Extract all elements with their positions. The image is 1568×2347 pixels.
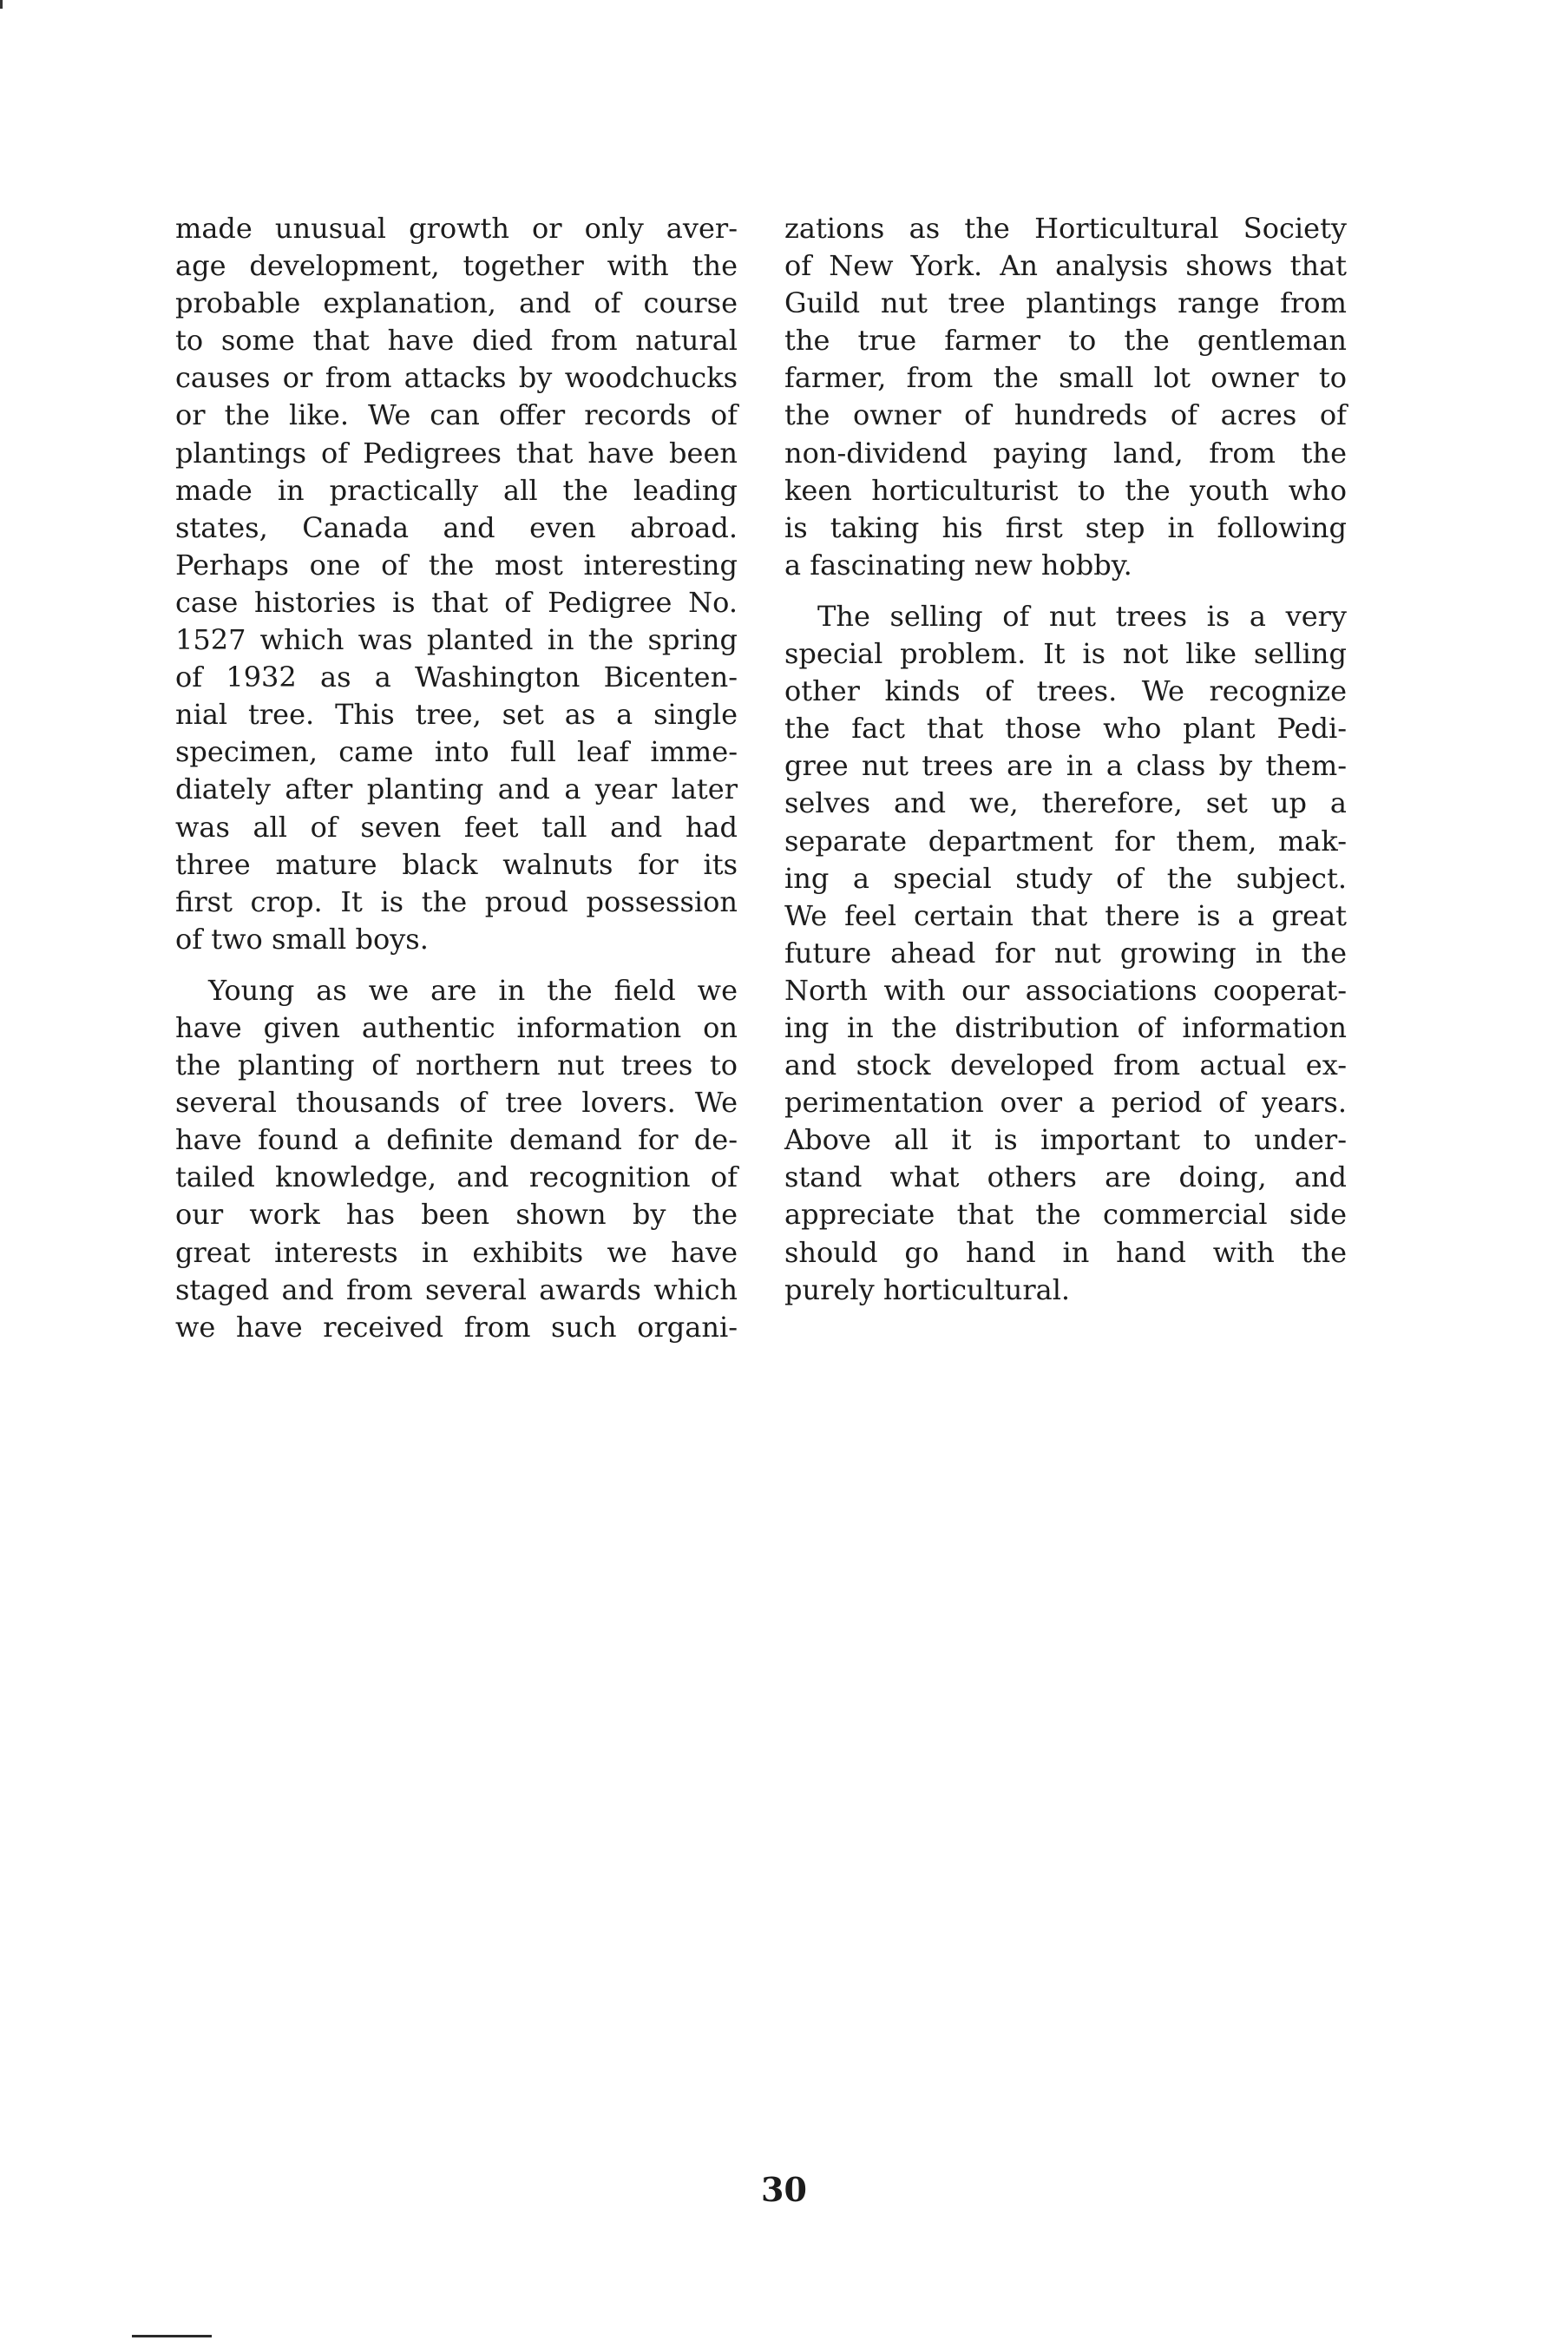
text-line: gree nut trees are in a class by them-	[784, 749, 1347, 783]
text-line: was all of seven feet tall and had	[175, 810, 738, 844]
text-line: Guild nut tree plantings range from	[784, 286, 1347, 320]
text-line: the planting of northern nut trees to	[175, 1049, 738, 1082]
text-line: case histories is that of Pedigree No.	[175, 585, 738, 619]
right-paragraph-2	[784, 598, 1347, 1309]
text-line: have found a definite demand for de-	[175, 1123, 738, 1157]
text-line: our work has been shown by the	[175, 1198, 738, 1232]
scan-corner-mark	[0, 0, 3, 9]
text-line: separate department for them, mak-	[784, 824, 1347, 858]
text-line: probable explanation, and of course	[175, 286, 738, 320]
text-line: three mature black walnuts for its	[175, 847, 738, 881]
scan-edge-mark	[132, 2335, 212, 2337]
text-line: is taking his first step in following	[784, 510, 1347, 544]
text-line: states, Canada and even abroad.	[175, 510, 738, 544]
text-line: The selling of nut trees is a very	[817, 599, 1347, 633]
text-line: of New York. An analysis shows that	[784, 249, 1347, 283]
text-line: zations as the Horticultural Society	[784, 212, 1347, 245]
text-line: should go hand in hand with the	[784, 1235, 1347, 1269]
text-line: special problem. It is not like selling	[784, 637, 1347, 671]
text-line: first crop. It is the proud possession	[175, 884, 738, 918]
text-line: Young as we are in the field we	[208, 973, 738, 1007]
text-line: of two small boys.	[175, 922, 429, 956]
text-line: made in practically all the leading	[175, 473, 738, 507]
text-line: to some that have died from natural	[175, 324, 738, 358]
text-line: of 1932 as a Washington Bicenten-	[175, 661, 738, 694]
text-line: the true farmer to the gentleman	[784, 324, 1347, 358]
text-line: plantings of Pedigrees that have been	[175, 436, 738, 470]
text-line: nial tree. This tree, set as a single	[175, 698, 738, 732]
text-line: staged and from several awards which	[175, 1272, 738, 1306]
left-paragraph-2	[175, 972, 738, 1346]
text-line: a fascinating new hobby.	[784, 548, 1132, 582]
text-line: causes or from attacks by woodchucks	[175, 361, 738, 395]
text-line: perimentation over a period of years.	[784, 1086, 1347, 1120]
text-line: tailed knowledge, and recognition of	[175, 1160, 738, 1194]
left-paragraph-1	[175, 210, 738, 958]
text-line: specimen, came into full leaf imme-	[175, 735, 738, 769]
text-line: Perhaps one of the most interesting	[175, 548, 738, 582]
text-line: We feel certain that there is a great	[784, 898, 1347, 932]
text-line: made unusual growth or only aver-	[175, 212, 738, 245]
text-line: Above all it is important to under-	[784, 1123, 1347, 1157]
paragraph-gap	[784, 584, 1347, 598]
text-line: keen horticulturist to the youth who	[784, 473, 1347, 507]
text-line: the fact that those who plant Pedi-	[784, 712, 1347, 746]
left-column	[175, 210, 738, 1346]
text-line: non-dividend paying land, from the	[784, 436, 1347, 470]
paragraph-gap	[175, 958, 738, 972]
text-line: have given authentic information on	[175, 1010, 738, 1044]
text-line: ing a special study of the subject.	[784, 861, 1347, 895]
text-line: purely horticultural.	[784, 1272, 1071, 1306]
text-line: selves and we, therefore, set up a	[784, 786, 1347, 820]
text-line: appreciate that the commercial side	[784, 1198, 1347, 1232]
text-line: the owner of hundreds of acres of	[784, 398, 1347, 432]
text-line: other kinds of trees. We recognize	[784, 674, 1347, 708]
right-column	[784, 210, 1347, 1309]
page-number: 30	[761, 2170, 807, 2209]
text-line: age development, together with the	[175, 249, 738, 283]
text-line: great interests in exhibits we have	[175, 1235, 738, 1269]
text-line: North with our associations cooperat-	[784, 973, 1347, 1007]
text-line: several thousands of tree lovers. We	[175, 1086, 738, 1120]
text-line: stand what others are doing, and	[784, 1160, 1347, 1194]
text-line: diately after planting and a year later	[175, 772, 738, 806]
text-line: farmer, from the small lot owner to	[784, 361, 1347, 395]
right-paragraph-1	[784, 210, 1347, 584]
text-line: future ahead for nut growing in the	[784, 936, 1347, 970]
text-line: ing in the distribution of information	[784, 1010, 1347, 1044]
text-line: 1527 which was planted in the spring	[175, 623, 738, 657]
text-line: we have received from such organi-	[175, 1310, 738, 1344]
text-line: and stock developed from actual ex-	[784, 1049, 1347, 1082]
text-line: or the like. We can offer records of	[175, 398, 738, 432]
